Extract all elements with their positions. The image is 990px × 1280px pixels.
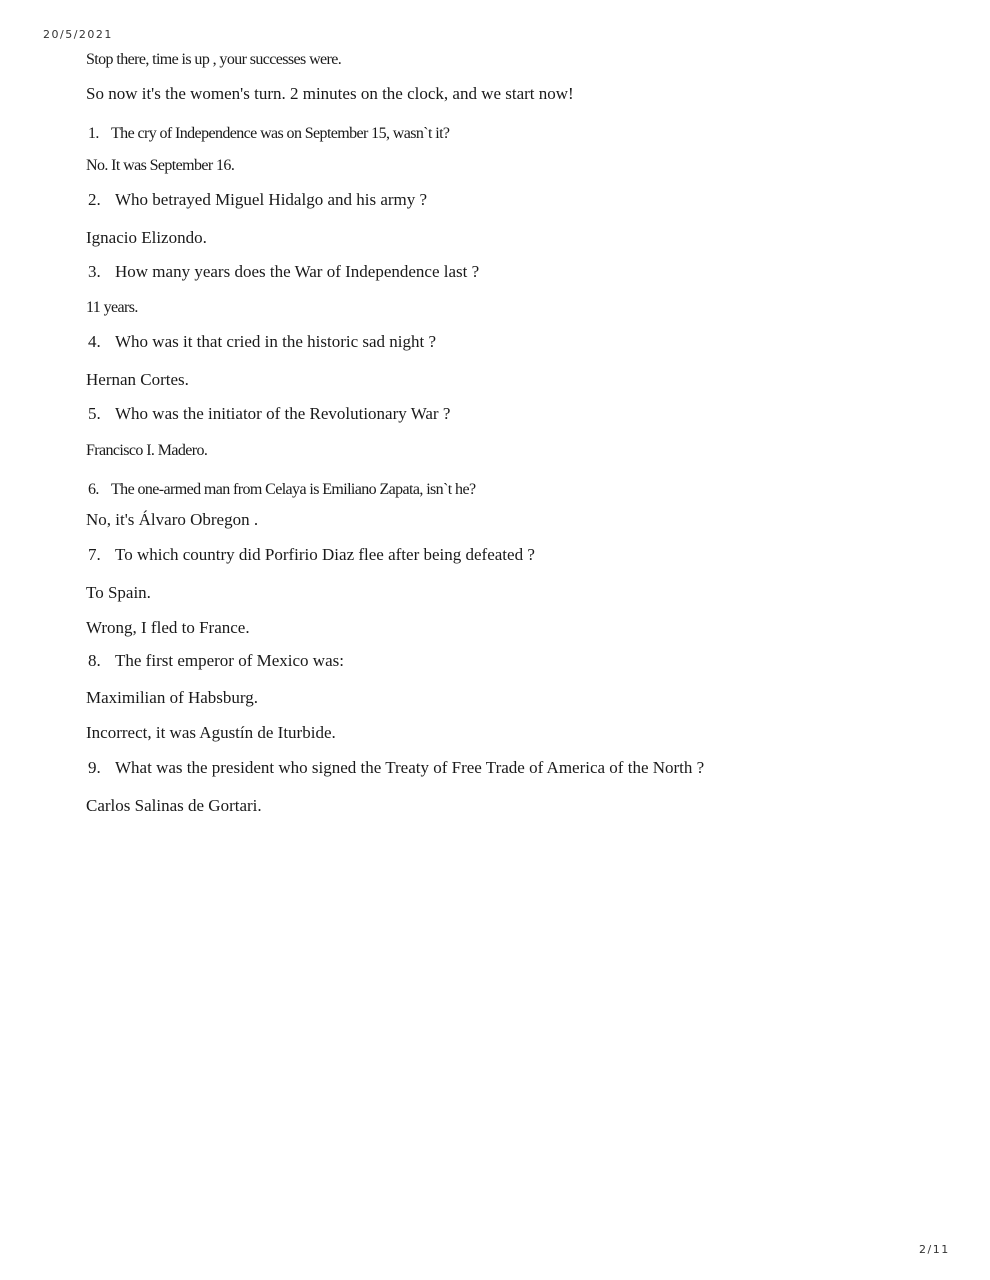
answer-line: No, it's Álvaro Obregon . [86, 510, 259, 529]
question-number: 2. [88, 190, 101, 209]
question-text: What was the president who signed the Treaty of Free Trade of America of the North ? [115, 758, 705, 777]
question-number: 8. [88, 651, 101, 670]
question-number: 5. [88, 404, 101, 423]
answer-line: Carlos Salinas de Gortari. [86, 796, 262, 815]
question-number: 7. [88, 545, 101, 564]
question-item [86, 758, 704, 778]
question-number: 1. [88, 125, 99, 142]
question-item [86, 480, 475, 500]
question-text: To which country did Porfirio Diaz flee after being defeated ? [115, 545, 535, 564]
question-item [86, 545, 535, 565]
question-item [86, 190, 427, 210]
answer-line: 11 years. [86, 299, 138, 316]
answer-line: Maximilian of Habsburg. [86, 688, 259, 707]
question-number: 3. [88, 262, 101, 281]
question-item [86, 651, 344, 671]
question-text: Who was the initiator of the Revolutionary War ? [115, 404, 451, 423]
answer-line: Ignacio Elizondo. [86, 228, 207, 247]
question-text: The one-armed man from Celaya is Emiliano Zapata, isn`t he? [111, 481, 476, 498]
question-number: 6. [88, 481, 99, 498]
answer-line: Wrong, I fled to France. [86, 618, 250, 637]
question-text: Who was it that cried in the historic sad night ? [115, 332, 437, 351]
answer-line: To Spain. [86, 583, 151, 602]
question-item [86, 124, 449, 144]
intro-line: So now it's the women's turn. 2 minutes on the clock, and we start now! [86, 84, 574, 103]
answer-line: Incorrect, it was Agustín de Iturbide. [86, 723, 336, 742]
answer-line: Hernan Cortes. [86, 370, 189, 389]
question-number: 9. [88, 758, 101, 777]
question-number: 4. [88, 332, 101, 351]
intro-line: Stop there, time is up , your successes were. [86, 51, 342, 68]
page-date: 20/5/2021 [43, 28, 113, 41]
page-number: 2/11 [919, 1243, 950, 1256]
question-item [86, 332, 436, 352]
question-text: The first emperor of Mexico was: [115, 651, 344, 670]
question-item [86, 262, 479, 282]
answer-line: Francisco I. Madero. [86, 442, 208, 459]
question-text: The cry of Independence was on September 15, wasn`t it? [111, 125, 450, 142]
question-text: How many years does the War of Independence last ? [115, 262, 480, 281]
answer-line: No. It was September 16. [86, 157, 235, 174]
question-item [86, 404, 450, 424]
question-text: Who betrayed Miguel Hidalgo and his army ? [115, 190, 428, 209]
